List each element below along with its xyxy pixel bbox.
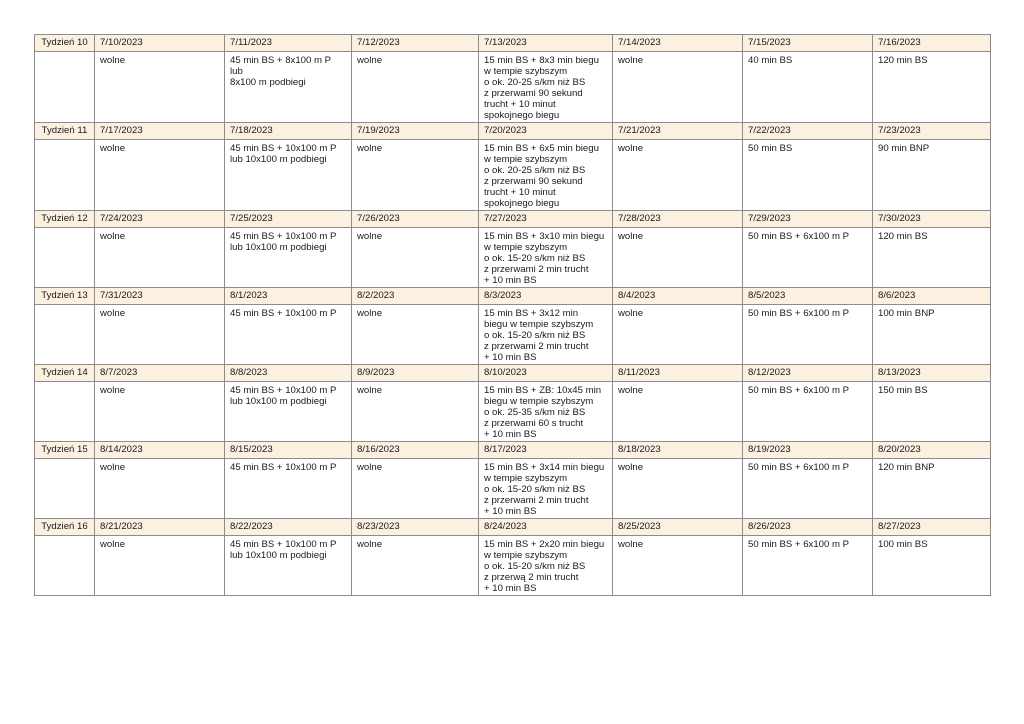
date-cell: 8/16/2023: [352, 442, 479, 459]
activity-cell: wolne: [95, 536, 225, 596]
activity-cell: 50 min BS + 6x100 m P: [743, 305, 873, 365]
date-cell: 8/13/2023: [873, 365, 991, 382]
date-cell: 8/8/2023: [225, 365, 352, 382]
week-activity-row: [35, 536, 991, 596]
date-cell: 7/30/2023: [873, 211, 991, 228]
activity-cell: 15 min BS + 8x3 min biegu w tempie szybszym o ok. 20-25 s/km niż BS z przerwami 90 sekund trucht + 10 minut spokojnego biegu: [479, 52, 613, 123]
date-cell: 8/10/2023: [479, 365, 613, 382]
date-cell: 8/4/2023: [613, 288, 743, 305]
activity-cell: wolne: [352, 382, 479, 442]
date-cell: 8/14/2023: [95, 442, 225, 459]
activity-cell: wolne: [95, 459, 225, 519]
activity-cell: wolne: [95, 140, 225, 211]
date-cell: 7/11/2023: [225, 35, 352, 52]
activity-cell: 45 min BS + 10x100 m P: [225, 305, 352, 365]
week-label: Tydzień 16: [35, 519, 95, 536]
activity-cell: wolne: [95, 305, 225, 365]
activity-cell: 50 min BS + 6x100 m P: [743, 459, 873, 519]
week-spacer-cell: [35, 382, 95, 442]
date-cell: 8/2/2023: [352, 288, 479, 305]
activity-cell: 50 min BS + 6x100 m P: [743, 228, 873, 288]
activity-cell: 150 min BS: [873, 382, 991, 442]
date-cell: 8/21/2023: [95, 519, 225, 536]
activity-cell: 100 min BNP: [873, 305, 991, 365]
date-cell: 7/21/2023: [613, 123, 743, 140]
date-cell: 8/25/2023: [613, 519, 743, 536]
date-cell: 8/20/2023: [873, 442, 991, 459]
date-cell: 7/14/2023: [613, 35, 743, 52]
activity-cell: wolne: [613, 305, 743, 365]
date-cell: 7/31/2023: [95, 288, 225, 305]
date-cell: 7/10/2023: [95, 35, 225, 52]
week-label: Tydzień 12: [35, 211, 95, 228]
date-cell: 8/24/2023: [479, 519, 613, 536]
date-cell: 8/27/2023: [873, 519, 991, 536]
date-cell: 8/23/2023: [352, 519, 479, 536]
activity-cell: 15 min BS + 3x10 min biegu w tempie szybszym o ok. 15-20 s/km niż BS z przerwami 2 min trucht + 10 min BS: [479, 228, 613, 288]
date-cell: 8/3/2023: [479, 288, 613, 305]
activity-cell: wolne: [613, 52, 743, 123]
week-date-row: [35, 442, 991, 459]
week-label: Tydzień 15: [35, 442, 95, 459]
week-date-row: [35, 35, 991, 52]
date-cell: 7/25/2023: [225, 211, 352, 228]
training-plan-table: [34, 34, 991, 596]
date-cell: 8/1/2023: [225, 288, 352, 305]
date-cell: 7/20/2023: [479, 123, 613, 140]
week-date-row: [35, 288, 991, 305]
date-cell: 7/17/2023: [95, 123, 225, 140]
activity-cell: 50 min BS + 6x100 m P: [743, 536, 873, 596]
date-cell: 7/27/2023: [479, 211, 613, 228]
week-activity-row: [35, 228, 991, 288]
activity-cell: 15 min BS + 6x5 min biegu w tempie szybszym o ok. 20-25 s/km niż BS z przerwami 90 sekund trucht + 10 minut spokojnego biegu: [479, 140, 613, 211]
activity-cell: wolne: [352, 140, 479, 211]
week-activity-row: [35, 140, 991, 211]
week-activity-row: [35, 382, 991, 442]
date-cell: 7/13/2023: [479, 35, 613, 52]
activity-cell: 45 min BS + 10x100 m P lub 10x100 m podbiegi: [225, 140, 352, 211]
activity-cell: 50 min BS: [743, 140, 873, 211]
week-spacer-cell: [35, 305, 95, 365]
week-label: Tydzień 14: [35, 365, 95, 382]
activity-cell: 45 min BS + 10x100 m P lub 10x100 m podbiegi: [225, 228, 352, 288]
date-cell: 8/11/2023: [613, 365, 743, 382]
date-cell: 8/5/2023: [743, 288, 873, 305]
week-date-row: [35, 365, 991, 382]
date-cell: 7/28/2023: [613, 211, 743, 228]
activity-cell: wolne: [95, 52, 225, 123]
activity-cell: wolne: [352, 459, 479, 519]
week-activity-row: [35, 305, 991, 365]
activity-cell: wolne: [613, 140, 743, 211]
week-date-row: [35, 519, 991, 536]
activity-cell: 120 min BS: [873, 228, 991, 288]
activity-cell: 90 min BNP: [873, 140, 991, 211]
date-cell: 7/19/2023: [352, 123, 479, 140]
date-cell: 7/16/2023: [873, 35, 991, 52]
activity-cell: 40 min BS: [743, 52, 873, 123]
week-spacer-cell: [35, 459, 95, 519]
week-label: Tydzień 11: [35, 123, 95, 140]
week-spacer-cell: [35, 228, 95, 288]
date-cell: 7/22/2023: [743, 123, 873, 140]
week-spacer-cell: [35, 140, 95, 211]
activity-cell: 15 min BS + 3x14 min biegu w tempie szybszym o ok. 15-20 s/km niż BS z przerwami 2 min trucht + 10 min BS: [479, 459, 613, 519]
date-cell: 8/18/2023: [613, 442, 743, 459]
activity-cell: wolne: [95, 228, 225, 288]
activity-cell: 45 min BS + 10x100 m P lub 10x100 m podbiegi: [225, 382, 352, 442]
date-cell: 8/6/2023: [873, 288, 991, 305]
activity-cell: 15 min BS + 3x12 min biegu w tempie szybszym o ok. 15-20 s/km niż BS z przerwami 2 min trucht + 10 min BS: [479, 305, 613, 365]
week-activity-row: [35, 52, 991, 123]
date-cell: 8/9/2023: [352, 365, 479, 382]
activity-cell: wolne: [352, 305, 479, 365]
week-spacer-cell: [35, 536, 95, 596]
activity-cell: wolne: [613, 228, 743, 288]
activity-cell: 15 min BS + ZB: 10x45 min biegu w tempie szybszym o ok. 25-35 s/km niż BS z przerwami 60 s trucht + 10 min BS: [479, 382, 613, 442]
date-cell: 7/15/2023: [743, 35, 873, 52]
date-cell: 8/17/2023: [479, 442, 613, 459]
activity-cell: 50 min BS + 6x100 m P: [743, 382, 873, 442]
activity-cell: 45 min BS + 10x100 m P lub 10x100 m podbiegi: [225, 536, 352, 596]
date-cell: 7/18/2023: [225, 123, 352, 140]
date-cell: 7/24/2023: [95, 211, 225, 228]
date-cell: 7/26/2023: [352, 211, 479, 228]
week-date-row: [35, 123, 991, 140]
week-label: Tydzień 13: [35, 288, 95, 305]
training-plan-page: [34, 34, 990, 596]
activity-cell: wolne: [613, 382, 743, 442]
activity-cell: 45 min BS + 8x100 m P lub 8x100 m podbiegi: [225, 52, 352, 123]
activity-cell: 15 min BS + 2x20 min biegu w tempie szybszym o ok. 15-20 s/km niż BS z przerwą 2 min trucht + 10 min BS: [479, 536, 613, 596]
week-activity-row: [35, 459, 991, 519]
date-cell: 7/12/2023: [352, 35, 479, 52]
date-cell: 8/12/2023: [743, 365, 873, 382]
activity-cell: wolne: [352, 228, 479, 288]
week-label: Tydzień 10: [35, 35, 95, 52]
date-cell: 8/26/2023: [743, 519, 873, 536]
date-cell: 8/7/2023: [95, 365, 225, 382]
date-cell: 7/23/2023: [873, 123, 991, 140]
activity-cell: wolne: [95, 382, 225, 442]
activity-cell: 120 min BNP: [873, 459, 991, 519]
activity-cell: wolne: [613, 536, 743, 596]
activity-cell: 100 min BS: [873, 536, 991, 596]
training-plan-body: [35, 35, 991, 596]
week-date-row: [35, 211, 991, 228]
activity-cell: wolne: [352, 52, 479, 123]
activity-cell: 120 min BS: [873, 52, 991, 123]
activity-cell: wolne: [613, 459, 743, 519]
date-cell: 8/15/2023: [225, 442, 352, 459]
date-cell: 8/19/2023: [743, 442, 873, 459]
activity-cell: wolne: [352, 536, 479, 596]
activity-cell: 45 min BS + 10x100 m P: [225, 459, 352, 519]
week-spacer-cell: [35, 52, 95, 123]
date-cell: 8/22/2023: [225, 519, 352, 536]
date-cell: 7/29/2023: [743, 211, 873, 228]
